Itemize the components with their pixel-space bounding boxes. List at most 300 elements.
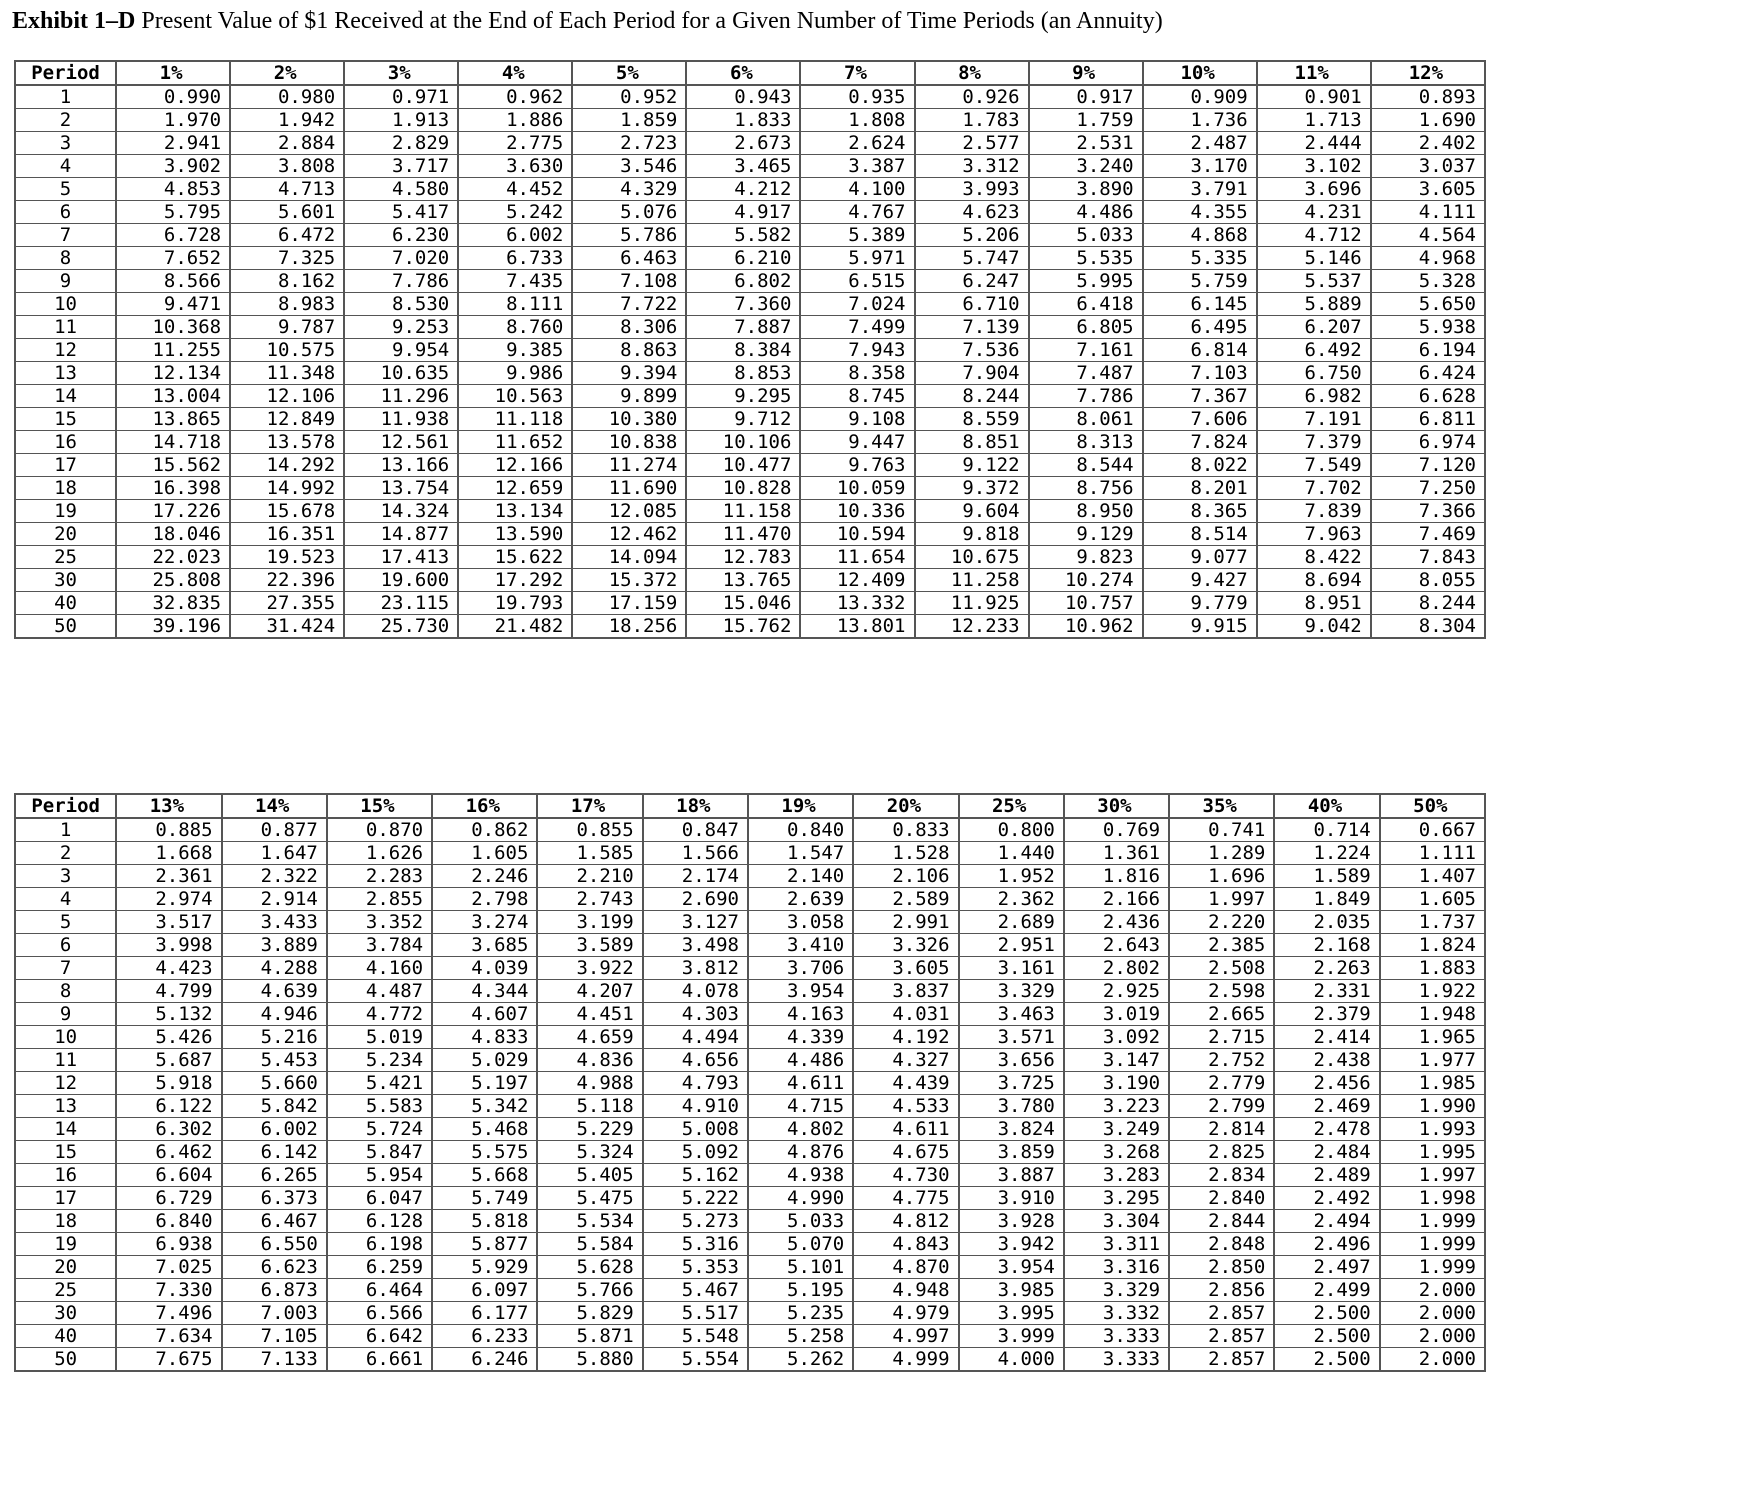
factor-cell: 32.835 [116,592,230,615]
factor-cell: 3.784 [327,934,432,957]
factor-cell: 4.231 [1257,201,1371,224]
factor-cell: 7.139 [915,316,1029,339]
factor-cell: 15.372 [572,569,686,592]
factor-cell: 3.268 [1064,1141,1169,1164]
factor-cell: 1.997 [1169,888,1274,911]
factor-cell: 2.438 [1274,1049,1379,1072]
factor-cell: 1.942 [230,109,344,132]
factor-cell: 8.162 [230,270,344,293]
exhibit-label: Exhibit 1–D [12,8,136,34]
factor-cell: 2.715 [1169,1026,1274,1049]
factor-cell: 1.824 [1380,934,1485,957]
factor-cell: 0.962 [458,85,572,109]
factor-cell: 3.223 [1064,1095,1169,1118]
factor-cell: 6.750 [1257,362,1371,385]
factor-cell: 5.076 [572,201,686,224]
factor-cell: 5.971 [800,247,914,270]
factor-cell: 11.118 [458,408,572,431]
factor-cell: 3.387 [800,155,914,178]
factor-cell: 3.037 [1371,155,1485,178]
rate-column-header: 13% [116,794,221,818]
factor-cell: 3.329 [959,980,1064,1003]
factor-cell: 10.380 [572,408,686,431]
factor-cell: 7.024 [800,293,914,316]
factor-cell: 4.303 [643,1003,748,1026]
factor-cell: 10.962 [1029,615,1143,639]
table-row [15,592,1485,615]
factor-cell: 11.158 [686,500,800,523]
factor-cell: 5.534 [537,1210,642,1233]
factor-cell: 15.678 [230,500,344,523]
factor-cell: 2.106 [853,865,958,888]
rate-column-header: 9% [1029,61,1143,85]
factor-cell: 4.997 [853,1325,958,1348]
factor-cell: 1.970 [116,109,230,132]
factor-cell: 4.843 [853,1233,958,1256]
factor-cell: 2.689 [959,911,1064,934]
table-row [15,615,1485,639]
factor-cell: 4.799 [116,980,221,1003]
factor-cell: 10.575 [230,339,344,362]
factor-cell: 6.198 [327,1233,432,1256]
factor-cell: 4.451 [537,1003,642,1026]
table-row [15,911,1485,934]
factor-cell: 9.122 [915,454,1029,477]
factor-cell: 4.968 [1371,247,1485,270]
factor-cell: 3.147 [1064,1049,1169,1072]
factor-cell: 3.780 [959,1095,1064,1118]
factor-cell: 2.331 [1274,980,1379,1003]
factor-cell: 2.500 [1274,1348,1379,1372]
factor-cell: 4.988 [537,1072,642,1095]
factor-cell: 5.324 [537,1141,642,1164]
factor-cell: 2.752 [1169,1049,1274,1072]
factor-cell: 5.216 [222,1026,327,1049]
factor-cell: 2.799 [1169,1095,1274,1118]
factor-cell: 1.833 [686,109,800,132]
factor-cell: 8.951 [1257,592,1371,615]
factor-cell: 1.998 [1380,1187,1485,1210]
table-row [15,1348,1485,1372]
factor-cell: 5.206 [915,224,1029,247]
factor-cell: 11.258 [915,569,1029,592]
rate-column-header: 11% [1257,61,1371,85]
factor-cell: 2.775 [458,132,572,155]
factor-cell: 5.195 [748,1279,853,1302]
factor-cell: 5.880 [537,1348,642,1372]
factor-cell: 2.166 [1064,888,1169,911]
factor-cell: 9.915 [1143,615,1257,639]
table-row [15,385,1485,408]
factor-cell: 2.991 [853,911,958,934]
factor-cell: 1.713 [1257,109,1371,132]
table-header [15,61,1485,85]
factor-cell: 2.665 [1169,1003,1274,1026]
period-cell: 6 [15,201,116,224]
factor-cell: 1.528 [853,842,958,865]
table-row [15,1141,1485,1164]
factor-cell: 4.355 [1143,201,1257,224]
factor-cell: 7.963 [1257,523,1371,546]
factor-cell: 3.889 [222,934,327,957]
factor-cell: 6.373 [222,1187,327,1210]
factor-cell: 4.623 [915,201,1029,224]
rate-column-header: 25% [959,794,1064,818]
table-row [15,178,1485,201]
factor-cell: 4.163 [748,1003,853,1026]
factor-cell: 4.853 [116,178,230,201]
period-cell: 1 [15,818,116,842]
table-row [15,934,1485,957]
factor-cell: 1.922 [1380,980,1485,1003]
factor-cell: 6.177 [432,1302,537,1325]
factor-cell: 0.741 [1169,818,1274,842]
factor-cell: 3.808 [230,155,344,178]
factor-cell: 9.042 [1257,615,1371,639]
table-row [15,888,1485,911]
factor-cell: 5.229 [537,1118,642,1141]
factor-cell: 2.489 [1274,1164,1379,1187]
factor-cell: 8.244 [1371,592,1485,615]
period-cell: 15 [15,408,116,431]
table-row [15,85,1485,109]
factor-cell: 2.035 [1274,911,1379,934]
factor-cell: 0.870 [327,818,432,842]
factor-cell: 2.531 [1029,132,1143,155]
factor-cell: 7.325 [230,247,344,270]
table-row [15,247,1485,270]
factor-cell: 3.685 [432,934,537,957]
factor-cell: 9.077 [1143,546,1257,569]
factor-cell: 1.816 [1064,865,1169,888]
factor-cell: 4.212 [686,178,800,201]
factor-cell: 25.808 [116,569,230,592]
factor-cell: 2.857 [1169,1302,1274,1325]
factor-cell: 4.868 [1143,224,1257,247]
factor-cell: 2.914 [222,888,327,911]
factor-cell: 4.917 [686,201,800,224]
table-row [15,1026,1485,1049]
factor-cell: 1.913 [344,109,458,132]
factor-cell: 2.283 [327,865,432,888]
table-row [15,1187,1485,1210]
factor-cell: 2.246 [432,865,537,888]
period-cell: 19 [15,500,116,523]
factor-cell: 4.938 [748,1164,853,1187]
rate-column-header: 7% [800,61,914,85]
factor-cell: 5.584 [537,1233,642,1256]
table-row [15,546,1485,569]
factor-cell: 4.100 [800,178,914,201]
factor-cell: 19.523 [230,546,344,569]
factor-cell: 2.508 [1169,957,1274,980]
factor-cell: 0.833 [853,818,958,842]
factor-cell: 0.769 [1064,818,1169,842]
factor-cell: 7.904 [915,362,1029,385]
period-cell: 10 [15,1026,116,1049]
period-cell: 4 [15,888,116,911]
factor-cell: 13.590 [458,523,572,546]
factor-cell: 2.643 [1064,934,1169,957]
factor-cell: 2.484 [1274,1141,1379,1164]
factor-cell: 3.837 [853,980,958,1003]
factor-cell: 2.802 [1064,957,1169,980]
factor-cell: 2.361 [116,865,221,888]
factor-cell: 2.140 [748,865,853,888]
factor-cell: 1.993 [1380,1118,1485,1141]
factor-cell: 8.358 [800,362,914,385]
factor-cell: 8.061 [1029,408,1143,431]
factor-cell: 6.128 [327,1210,432,1233]
factor-cell: 2.220 [1169,911,1274,934]
table-row [15,1072,1485,1095]
factor-cell: 3.326 [853,934,958,957]
factor-cell: 6.515 [800,270,914,293]
factor-cell: 2.834 [1169,1164,1274,1187]
period-cell: 50 [15,1348,116,1372]
factor-cell: 13.578 [230,431,344,454]
factor-cell: 11.938 [344,408,458,431]
factor-cell: 3.605 [1371,178,1485,201]
factor-cell: 1.990 [1380,1095,1485,1118]
factor-cell: 3.887 [959,1164,1064,1187]
rate-column-header: 18% [643,794,748,818]
factor-cell: 14.292 [230,454,344,477]
factor-cell: 2.414 [1274,1026,1379,1049]
factor-cell: 7.161 [1029,339,1143,362]
factor-cell: 7.496 [116,1302,221,1325]
factor-cell: 10.274 [1029,569,1143,592]
factor-cell: 8.950 [1029,500,1143,523]
factor-cell: 8.201 [1143,477,1257,500]
factor-cell: 2.829 [344,132,458,155]
factor-cell: 7.824 [1143,431,1257,454]
factor-cell: 2.577 [915,132,1029,155]
factor-cell: 8.111 [458,293,572,316]
factor-cell: 3.824 [959,1118,1064,1141]
factor-cell: 4.288 [222,957,327,980]
factor-cell: 3.954 [748,980,853,1003]
factor-cell: 2.444 [1257,132,1371,155]
factor-cell: 6.467 [222,1210,327,1233]
rate-column-header: 12% [1371,61,1485,85]
factor-cell: 6.710 [915,293,1029,316]
factor-cell: 10.563 [458,385,572,408]
factor-cell: 3.316 [1064,1256,1169,1279]
factor-cell: 7.103 [1143,362,1257,385]
factor-cell: 12.783 [686,546,800,569]
table-row [15,1118,1485,1141]
factor-cell: 17.226 [116,500,230,523]
factor-cell: 2.497 [1274,1256,1379,1279]
factor-cell: 9.899 [572,385,686,408]
factor-cell: 3.127 [643,911,748,934]
factor-cell: 5.829 [537,1302,642,1325]
period-cell: 10 [15,293,116,316]
factor-cell: 5.747 [915,247,1029,270]
factor-cell: 6.230 [344,224,458,247]
factor-cell: 9.372 [915,477,1029,500]
factor-cell: 5.601 [230,201,344,224]
factor-cell: 4.344 [432,980,537,1003]
factor-cell: 6.142 [222,1141,327,1164]
factor-cell: 7.549 [1257,454,1371,477]
factor-cell: 15.562 [116,454,230,477]
factor-cell: 3.311 [1064,1233,1169,1256]
factor-cell: 6.233 [432,1325,537,1348]
factor-cell: 7.469 [1371,523,1485,546]
factor-cell: 1.995 [1380,1141,1485,1164]
factor-cell: 9.471 [116,293,230,316]
factor-cell: 19.793 [458,592,572,615]
exhibit-title [12,6,1163,36]
factor-cell: 1.605 [432,842,537,865]
factor-cell: 5.749 [432,1187,537,1210]
period-cell: 20 [15,1256,116,1279]
factor-cell: 8.244 [915,385,1029,408]
factor-cell: 3.329 [1064,1279,1169,1302]
factor-cell: 1.605 [1380,888,1485,911]
factor-cell: 1.547 [748,842,853,865]
table-body [15,85,1485,638]
factor-cell: 9.712 [686,408,800,431]
factor-cell: 6.974 [1371,431,1485,454]
factor-cell: 2.469 [1274,1095,1379,1118]
factor-cell: 13.134 [458,500,572,523]
factor-cell: 5.995 [1029,270,1143,293]
factor-cell: 3.190 [1064,1072,1169,1095]
factor-cell: 3.706 [748,957,853,980]
factor-cell: 8.863 [572,339,686,362]
factor-cell: 5.234 [327,1049,432,1072]
factor-cell: 4.607 [432,1003,537,1026]
factor-cell: 5.818 [432,1210,537,1233]
factor-cell: 2.925 [1064,980,1169,1003]
factor-cell: 12.233 [915,615,1029,639]
factor-cell: 4.611 [853,1118,958,1141]
factor-cell: 5.421 [327,1072,432,1095]
factor-cell: 0.935 [800,85,914,109]
factor-cell: 1.647 [222,842,327,865]
factor-cell: 5.033 [748,1210,853,1233]
period-cell: 4 [15,155,116,178]
rate-column-header: 14% [222,794,327,818]
factor-cell: 3.942 [959,1233,1064,1256]
rate-column-header: 1% [116,61,230,85]
factor-cell: 2.000 [1380,1279,1485,1302]
factor-cell: 6.464 [327,1279,432,1302]
factor-cell: 4.836 [537,1049,642,1072]
factor-cell: 5.575 [432,1141,537,1164]
factor-cell: 1.668 [116,842,221,865]
factor-cell: 4.611 [748,1072,853,1095]
factor-cell: 22.396 [230,569,344,592]
factor-cell: 1.737 [1380,911,1485,934]
rate-column-header: 35% [1169,794,1274,818]
factor-cell: 17.159 [572,592,686,615]
factor-cell: 6.492 [1257,339,1371,362]
factor-cell: 3.589 [537,934,642,957]
factor-cell: 3.312 [915,155,1029,178]
factor-cell: 1.783 [915,109,1029,132]
factor-cell: 6.802 [686,270,800,293]
period-cell: 50 [15,615,116,639]
factor-cell: 2.884 [230,132,344,155]
factor-cell: 4.423 [116,957,221,980]
factor-cell: 6.418 [1029,293,1143,316]
factor-cell: 3.058 [748,911,853,934]
factor-cell: 3.656 [959,1049,1064,1072]
table-row [15,1256,1485,1279]
factor-cell: 3.812 [643,957,748,980]
factor-cell: 11.255 [116,339,230,362]
factor-cell: 5.235 [748,1302,853,1325]
factor-cell: 3.985 [959,1279,1064,1302]
period-cell: 8 [15,247,116,270]
table-row [15,1233,1485,1256]
factor-cell: 3.102 [1257,155,1371,178]
factor-cell: 6.733 [458,247,572,270]
factor-cell: 1.626 [327,842,432,865]
factor-cell: 5.759 [1143,270,1257,293]
factor-cell: 3.410 [748,934,853,957]
period-cell: 7 [15,224,116,247]
factor-cell: 3.717 [344,155,458,178]
period-cell: 12 [15,339,116,362]
factor-cell: 1.952 [959,865,1064,888]
factor-cell: 3.902 [116,155,230,178]
factor-cell: 9.427 [1143,569,1257,592]
factor-cell: 15.762 [686,615,800,639]
factor-cell: 1.999 [1380,1210,1485,1233]
rate-column-header: 6% [686,61,800,85]
factor-cell: 4.802 [748,1118,853,1141]
table-row [15,224,1485,247]
factor-cell: 7.652 [116,247,230,270]
factor-cell: 1.849 [1274,888,1379,911]
factor-cell: 10.675 [915,546,1029,569]
factor-cell: 5.871 [537,1325,642,1348]
factor-cell: 4.999 [853,1348,958,1372]
factor-cell: 8.983 [230,293,344,316]
factor-cell: 7.105 [222,1325,327,1348]
factor-cell: 12.166 [458,454,572,477]
factor-cell: 7.536 [915,339,1029,362]
factor-cell: 3.433 [222,911,327,934]
table-row [15,454,1485,477]
table-body [15,818,1485,1371]
factor-cell: 3.571 [959,1026,1064,1049]
factor-cell: 7.887 [686,316,800,339]
table-row [15,1279,1485,1302]
factor-cell: 2.825 [1169,1141,1274,1164]
table-row [15,477,1485,500]
factor-cell: 4.327 [853,1049,958,1072]
factor-cell: 3.630 [458,155,572,178]
factor-cell: 1.977 [1380,1049,1485,1072]
period-cell: 16 [15,1164,116,1187]
factor-cell: 6.210 [686,247,800,270]
factor-cell: 1.690 [1371,109,1485,132]
factor-cell: 8.745 [800,385,914,408]
factor-cell: 7.675 [116,1348,221,1372]
factor-cell: 8.756 [1029,477,1143,500]
rate-column-header: 3% [344,61,458,85]
factor-cell: 1.224 [1274,842,1379,865]
factor-cell: 8.313 [1029,431,1143,454]
factor-cell: 6.604 [116,1164,221,1187]
factor-cell: 4.715 [748,1095,853,1118]
